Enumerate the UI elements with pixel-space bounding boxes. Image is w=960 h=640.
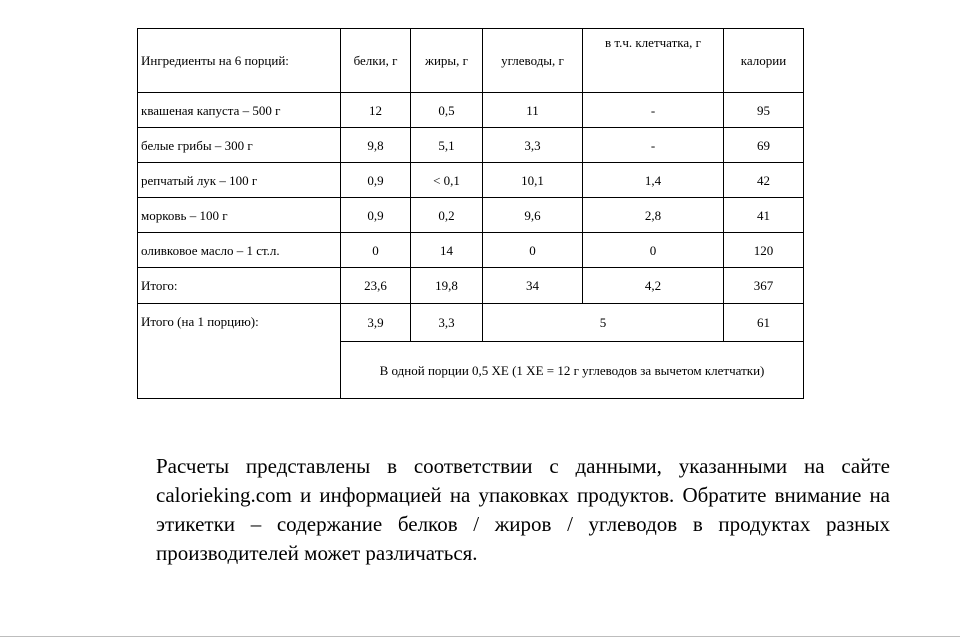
table-header-row [138,29,804,93]
header-ingredients: Ингредиенты на 6 порций: [138,29,341,93]
ingredient-name: морковь – 100 г [138,198,341,233]
per-portion-calories: 61 [724,304,804,342]
total-fat: 19,8 [411,268,483,304]
calories-cell: 95 [724,93,804,128]
calories-cell: 41 [724,198,804,233]
total-fiber: 4,2 [583,268,724,304]
total-label: Итого: [138,268,341,304]
nutrition-table [137,28,804,399]
table-row [138,233,804,268]
per-portion-row [138,304,804,342]
ingredient-name: репчатый лук – 100 г [138,163,341,198]
fiber-cell: 1,4 [583,163,724,198]
table-row [138,163,804,198]
protein-cell: 9,8 [341,128,411,163]
carbs-cell: 9,6 [483,198,583,233]
header-fat: жиры, г [411,29,483,93]
table-row [138,128,804,163]
fiber-cell: - [583,128,724,163]
carbs-cell: 10,1 [483,163,583,198]
ingredient-name: оливковое масло – 1 ст.л. [138,233,341,268]
calories-cell: 42 [724,163,804,198]
protein-cell: 0,9 [341,163,411,198]
fiber-cell: - [583,93,724,128]
fiber-cell: 2,8 [583,198,724,233]
fat-cell: 14 [411,233,483,268]
header-calories: калории [724,29,804,93]
fat-cell: 0,5 [411,93,483,128]
header-fiber: в т.ч. клетчатка, г [583,29,724,93]
table-row [138,93,804,128]
calories-cell: 120 [724,233,804,268]
header-carbs: углеводы, г [483,29,583,93]
total-protein: 23,6 [341,268,411,304]
carbs-cell: 0 [483,233,583,268]
fat-cell: 0,2 [411,198,483,233]
ingredient-name: квашеная капуста – 500 г [138,93,341,128]
page-bottom-divider [0,636,960,637]
total-row [138,268,804,304]
fiber-cell: 0 [583,233,724,268]
per-portion-fat: 3,3 [411,304,483,342]
fat-cell: < 0,1 [411,163,483,198]
protein-cell: 12 [341,93,411,128]
per-portion-protein: 3,9 [341,304,411,342]
ingredient-name: белые грибы – 300 г [138,128,341,163]
fat-cell: 5,1 [411,128,483,163]
calories-cell: 69 [724,128,804,163]
protein-cell: 0 [341,233,411,268]
carbs-cell: 11 [483,93,583,128]
disclaimer-paragraph: Расчеты представлены в соответствии с данными, указанными на сайте calorieking.com и информацией на упаковках продуктов. Обратите внимание на этикетки – содержание белков / жиров / углеводов в продуктах разных производителей может различаться. [156,454,890,565]
per-portion-net-carbs: 5 [483,304,724,342]
total-carbs: 34 [483,268,583,304]
per-portion-label: Итого (на 1 порцию): [138,304,341,399]
protein-cell: 0,9 [341,198,411,233]
total-calories: 367 [724,268,804,304]
bread-unit-note: В одной порции 0,5 ХЕ (1 ХЕ = 12 г углеводов за вычетом клетчатки) [341,342,804,399]
header-protein: белки, г [341,29,411,93]
table-row [138,198,804,233]
carbs-cell: 3,3 [483,128,583,163]
